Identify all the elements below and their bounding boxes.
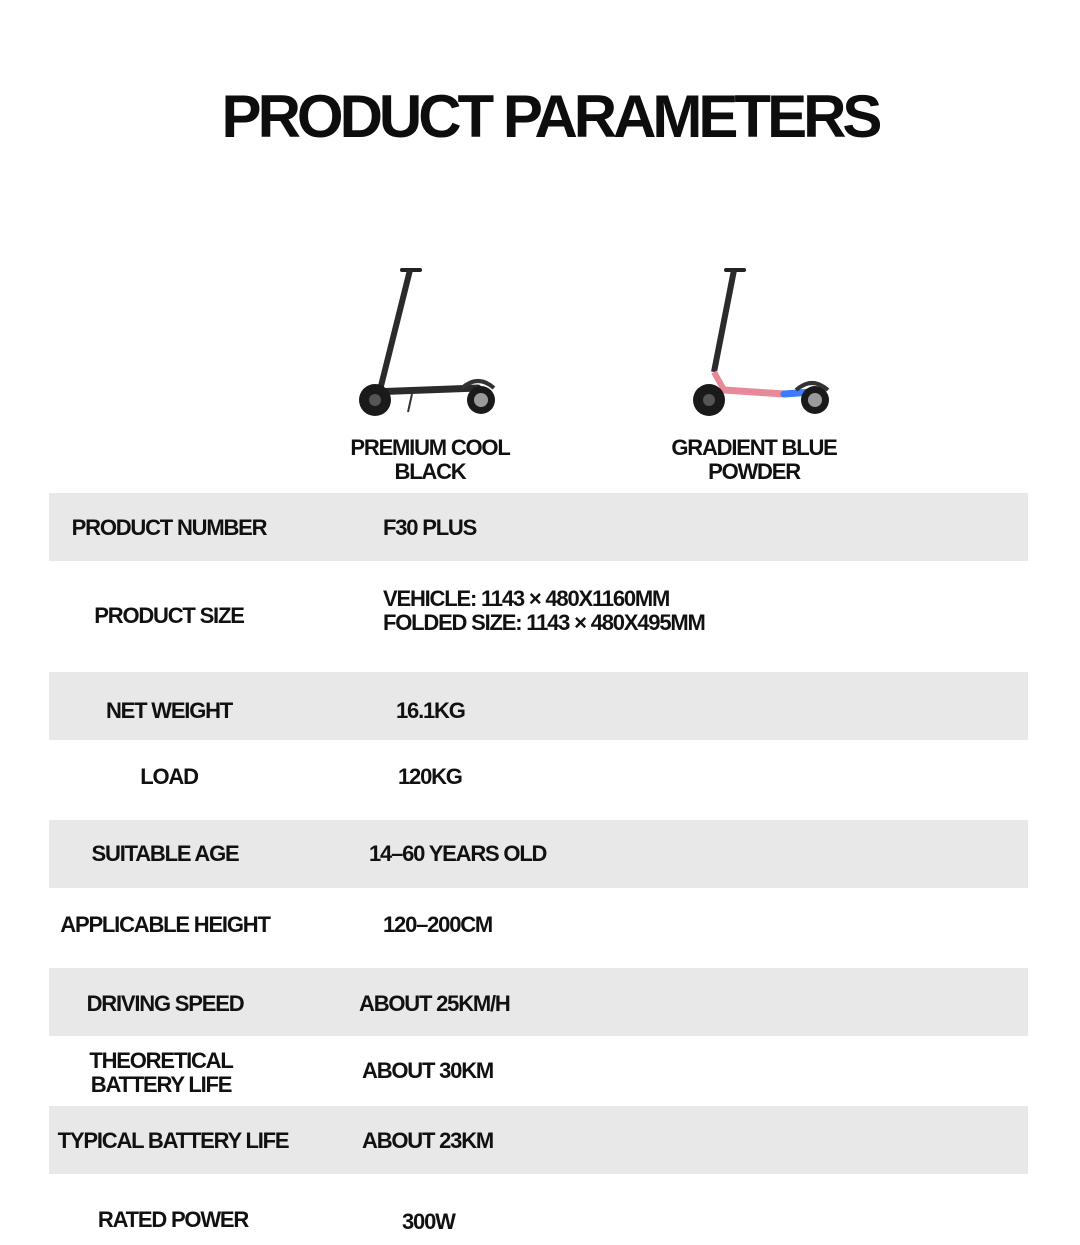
param-label: SUITABLE AGE (91, 841, 239, 866)
variant-name-gradient (624, 436, 884, 484)
param-label-line: THEORETICAL (89, 1048, 233, 1073)
param-row-applicable-height (49, 888, 1028, 968)
param-row-load (49, 740, 1028, 820)
page-title: PRODUCT PARAMETERS (221, 83, 879, 150)
param-label: PRODUCT NUMBER (71, 515, 267, 540)
param-label: LOAD (140, 764, 198, 789)
param-label: NET WEIGHT (105, 698, 233, 723)
variant-name-line: BLACK (394, 459, 466, 484)
param-row-suitable-age (49, 820, 1028, 888)
param-value: 14–60 YEARS OLD (369, 841, 547, 866)
scooter-black-image (350, 262, 510, 422)
param-value-line: FOLDED SIZE: 1143 × 480X495MM (383, 610, 705, 635)
param-row-product-size (49, 561, 1028, 672)
variant-name-line: GRADIENT BLUE (671, 435, 837, 460)
variant-name-black (300, 436, 560, 484)
param-value: 120KG (398, 764, 462, 789)
param-value: 300W (402, 1209, 455, 1234)
param-row-driving-speed (49, 968, 1028, 1036)
param-row-rated-power (49, 1174, 1028, 1245)
param-value: 120–200CM (383, 912, 493, 937)
param-label: APPLICABLE HEIGHT (60, 912, 270, 937)
variant-name-line: POWDER (708, 459, 800, 484)
param-value: 16.1KG (396, 698, 465, 723)
variant-name-line: PREMIUM COOL (350, 435, 510, 460)
param-label-line: BATTERY LIFE (90, 1072, 232, 1097)
param-row-product-number (49, 493, 1028, 561)
param-value-line: VEHICLE: 1143 × 480X1160MM (383, 586, 670, 611)
param-value: F30 PLUS (383, 515, 477, 540)
param-label: TYPICAL BATTERY LIFE (57, 1128, 289, 1153)
param-value: ABOUT 30KM (362, 1058, 494, 1083)
param-row-typical-battery-life (49, 1106, 1028, 1174)
param-row-net-weight (49, 672, 1028, 740)
param-label: RATED POWER (97, 1207, 249, 1232)
param-value (383, 587, 705, 635)
param-label (41, 1049, 281, 1097)
scooter-gradient-image (684, 262, 844, 422)
param-label: DRIVING SPEED (86, 991, 244, 1016)
param-value: ABOUT 23KM (362, 1128, 494, 1153)
param-label: PRODUCT SIZE (94, 603, 244, 628)
param-value: ABOUT 25KM/H (359, 991, 510, 1016)
param-row-theoretical-battery-life (49, 1036, 1028, 1106)
